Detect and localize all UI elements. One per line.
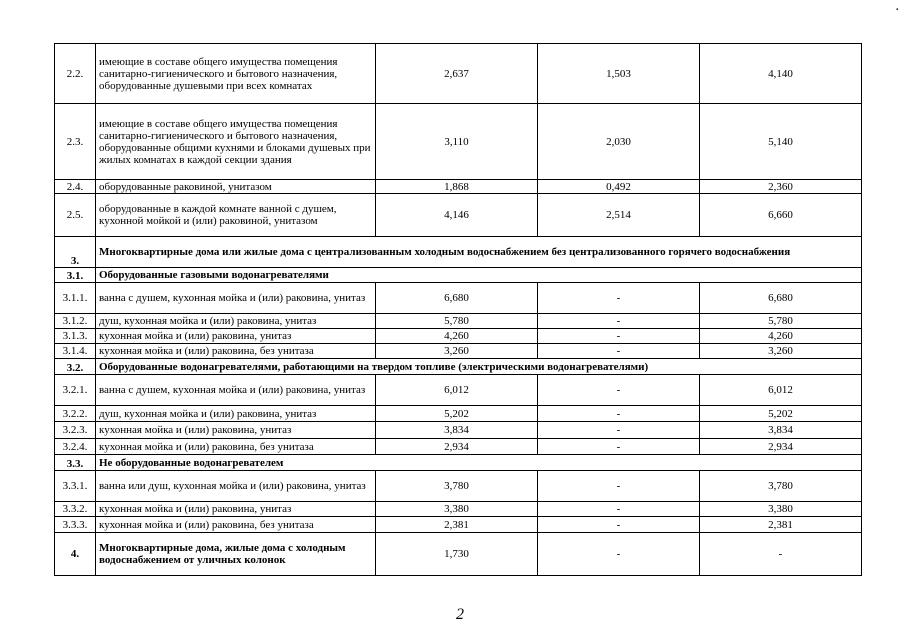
table-row	[55, 194, 862, 237]
value-cell-v3: 3,380	[700, 502, 862, 517]
table-row	[55, 406, 862, 422]
row-number: 3.2.2.	[55, 406, 96, 422]
row-description: ванна или душ, кухонная мойка и (или) раковина, унитаз	[96, 471, 376, 502]
row-number: 4.	[55, 533, 96, 576]
row-number: 3.1.4.	[55, 344, 96, 359]
value-cell-v3: 2,934	[700, 439, 862, 455]
row-description: кухонная мойка и (или) раковина, унитаз	[96, 502, 376, 517]
table-row	[55, 104, 862, 180]
table-row	[55, 44, 862, 104]
row-description: Оборудованные водонагревателями, работающими на твердом топливе (электрическими водонагревателями)	[96, 359, 862, 375]
value-cell-v1: 6,012	[376, 375, 538, 406]
row-number: 3.3.	[55, 455, 96, 471]
value-cell-v3: 4,260	[700, 329, 862, 344]
value-cell-v3: 2,381	[700, 517, 862, 533]
row-number: 3.1.3.	[55, 329, 96, 344]
value-cell-v3: 6,012	[700, 375, 862, 406]
row-description: ванна с душем, кухонная мойка и (или) раковина, унитаз	[96, 375, 376, 406]
row-number: 3.1.2.	[55, 314, 96, 329]
value-cell-v2: 1,503	[538, 44, 700, 104]
table-row	[55, 533, 862, 576]
row-number: 3.2.4.	[55, 439, 96, 455]
value-cell-v1: 2,934	[376, 439, 538, 455]
row-number: 2.3.	[55, 104, 96, 180]
value-cell-v1: 1,730	[376, 533, 538, 576]
row-description: душ, кухонная мойка и (или) раковина, унитаз	[96, 314, 376, 329]
table-row	[55, 344, 862, 359]
row-description: оборудованные в каждой комнате ванной с душем, кухонной мойкой и (или) раковиной, унитазом	[96, 194, 376, 237]
row-description: оборудованные раковиной, унитазом	[96, 180, 376, 194]
table-row	[55, 517, 862, 533]
row-number: 3.2.	[55, 359, 96, 375]
row-description: имеющие в составе общего имущества помещения санитарно-гигиенического и бытового назначения, оборудованные душевыми при всех комнатах	[96, 44, 376, 104]
value-cell-v2: 2,514	[538, 194, 700, 237]
row-number: 3.1.	[55, 268, 96, 283]
row-number: 3.3.1.	[55, 471, 96, 502]
value-cell-v2: -	[538, 517, 700, 533]
value-cell-v2: -	[538, 329, 700, 344]
row-description: кухонная мойка и (или) раковина, без унитаза	[96, 439, 376, 455]
tariff-table	[54, 43, 862, 576]
row-description: кухонная мойка и (или) раковина, унитаз	[96, 422, 376, 439]
row-description: Не оборудованные водонагревателем	[96, 455, 862, 471]
value-cell-v2: -	[538, 283, 700, 314]
value-cell-v3: 6,680	[700, 283, 862, 314]
value-cell-v1: 4,146	[376, 194, 538, 237]
value-cell-v1: 5,202	[376, 406, 538, 422]
value-cell-v1: 5,780	[376, 314, 538, 329]
row-description: кухонная мойка и (или) раковина, унитаз	[96, 329, 376, 344]
section-row	[55, 237, 862, 268]
row-number: 3.1.1.	[55, 283, 96, 314]
value-cell-v2: -	[538, 533, 700, 576]
table-row	[55, 439, 862, 455]
value-cell-v3: 5,202	[700, 406, 862, 422]
table-row	[55, 422, 862, 439]
value-cell-v2: -	[538, 375, 700, 406]
table-row	[55, 329, 862, 344]
corner-mark: .	[896, 2, 899, 13]
row-description: душ, кухонная мойка и (или) раковина, унитаз	[96, 406, 376, 422]
page-number: 2	[456, 606, 464, 623]
value-cell-v3: 2,360	[700, 180, 862, 194]
value-cell-v1: 4,260	[376, 329, 538, 344]
value-cell-v1: 3,380	[376, 502, 538, 517]
tariff-table-body	[55, 44, 862, 576]
value-cell-v3: 3,780	[700, 471, 862, 502]
row-number: 2.5.	[55, 194, 96, 237]
row-description: Многоквартирные дома или жилые дома с централизованным холодным водоснабжением без централизованного горячего водоснабжения	[96, 237, 862, 268]
value-cell-v2: 0,492	[538, 180, 700, 194]
value-cell-v3: 6,660	[700, 194, 862, 237]
value-cell-v3: 5,140	[700, 104, 862, 180]
row-number: 3.2.3.	[55, 422, 96, 439]
value-cell-v3: 3,834	[700, 422, 862, 439]
value-cell-v1: 3,834	[376, 422, 538, 439]
value-cell-v3: -	[700, 533, 862, 576]
section-row	[55, 455, 862, 471]
value-cell-v1: 3,260	[376, 344, 538, 359]
section-row	[55, 268, 862, 283]
value-cell-v2: -	[538, 471, 700, 502]
table-row	[55, 375, 862, 406]
row-description: кухонная мойка и (или) раковина, без унитаза	[96, 344, 376, 359]
value-cell-v1: 3,110	[376, 104, 538, 180]
row-number: 3.3.2.	[55, 502, 96, 517]
row-number: 3.2.1.	[55, 375, 96, 406]
row-number: 3.	[55, 237, 96, 268]
row-description: Многоквартирные дома, жилые дома с холодным водоснабжением от уличных колонок	[96, 533, 376, 576]
row-number: 2.2.	[55, 44, 96, 104]
table-row	[55, 471, 862, 502]
value-cell-v3: 4,140	[700, 44, 862, 104]
value-cell-v1: 1,868	[376, 180, 538, 194]
table-row	[55, 180, 862, 194]
table-row	[55, 283, 862, 314]
value-cell-v1: 2,381	[376, 517, 538, 533]
value-cell-v1: 2,637	[376, 44, 538, 104]
value-cell-v2: -	[538, 439, 700, 455]
row-description: ванна с душем, кухонная мойка и (или) раковина, унитаз	[96, 283, 376, 314]
value-cell-v2: -	[538, 422, 700, 439]
table-row	[55, 502, 862, 517]
value-cell-v1: 3,780	[376, 471, 538, 502]
row-number: 2.4.	[55, 180, 96, 194]
value-cell-v2: -	[538, 406, 700, 422]
table-row	[55, 314, 862, 329]
value-cell-v2: -	[538, 502, 700, 517]
row-number: 3.3.3.	[55, 517, 96, 533]
value-cell-v3: 5,780	[700, 314, 862, 329]
row-description: Оборудованные газовыми водонагревателями	[96, 268, 862, 283]
value-cell-v2: 2,030	[538, 104, 700, 180]
row-description: кухонная мойка и (или) раковина, без унитаза	[96, 517, 376, 533]
value-cell-v2: -	[538, 314, 700, 329]
value-cell-v2: -	[538, 344, 700, 359]
row-description: имеющие в составе общего имущества помещения санитарно-гигиенического и бытового назначения, оборудованные общими кухнями и блоками душевых при жилых комнатах в каждой секции здания	[96, 104, 376, 180]
value-cell-v3: 3,260	[700, 344, 862, 359]
section-row	[55, 359, 862, 375]
value-cell-v1: 6,680	[376, 283, 538, 314]
